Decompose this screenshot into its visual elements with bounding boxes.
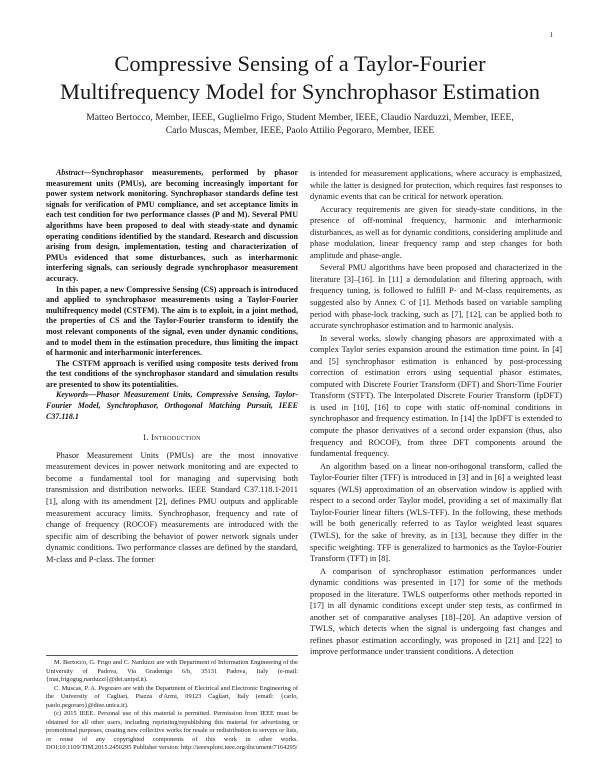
authors-line-1: Matteo Bertocco, Member, IEEE, Guglielmo Frigo, Student Member, IEEE, Claudio Narduzzi, Member, IEEE, [86, 112, 514, 123]
footnotes [46, 655, 298, 753]
right-paragraph-5: A comparison of synchrophasor estimation performances under dynamic conditions was presented in [17] for some of the methods proposed in the literature. TWLS outperforms other methods reported in [17] in all dynamic conditions except under step tests, as confirmed in another set of comparative analyses [18]–[20]. An adaptive version of TWLS, which detects when the signal is undergoing fast changes and refines phasor estimation accordingly, was proposed in [21] and [22] to improve performance under transient conditions. A detection [310, 566, 562, 657]
right-paragraph-0: is intended for measurement applications, where accuracy is emphasized, while the latter is designed for protection, which requires fast responses to dynamic events that can be critical for network operation. [310, 169, 562, 202]
index-terms [46, 390, 298, 422]
abstract-paragraph-2: In this paper, a new Compressive Sensing (CS) approach is introduced and applied to synchrophasor measurements using a Taylor-Fourier multifrequency model (CSTFM). The aim is to exploit, in a joint method, the properties of CS and the Taylor-Fourier transform to identify the most relevant components of the signal, even under dynamic conditions, and to model them in the estimation procedure, thus limiting the impact of harmonic and interharmonic interferences. [46, 284, 298, 358]
section-title: Introduction [151, 433, 201, 443]
footnote-affiliation-padova: M. Bertocco, G. Frigo and C. Narduzzi are with Department of Information Engineering of the University of Padova, Via Gradenigo 6/b, 35131 Padova, Italy (e-mail: {mat,frigogug,narduzzi}@dei.unipd.it). [46, 659, 298, 683]
left-column [46, 168, 298, 566]
paper-title [40, 50, 560, 106]
title-line-1: Compressive Sensing of a Taylor-Fourier [114, 51, 486, 76]
right-column [310, 168, 562, 659]
section-heading-introduction [46, 432, 298, 444]
section-numeral: I. [143, 433, 149, 443]
author-list [45, 111, 555, 137]
right-paragraph-4: An algorithm based on a linear non-orthogonal transform, called the Taylor-Fourier filter (TFF) is introduced in [3] and in [6] a weighted least squares (WLS) approximation of an observation window is applied with respect to a second order Taylor model, providing a set of maximally flat Taylor-Fourier linear filters (WLS-TFF). In the following, these methods will be both generically referred to as Taylor weighted least squares (TWLS), for the sake of brevity, as in [13], because they differ in the specific weighting. TFF is generalized to harmonics as the Taylor-Fourier Transform (TFT) in [8]. [310, 461, 562, 564]
footnote-affiliation-cagliari: C. Muscas, P. A. Pegoraro are with the Department of Electrical and Electronic Engineering of the University of Cagliari, Piazza d'Armi, 09123 Cagliari, Italy (email: {carlo, paolo.pegoraro}@diee.unica.it). [46, 684, 298, 709]
keywords-text: —Phasor Measurement Units, Compressive Sensing, Taylor-Fourier Model, Synchrophasor, Orthogonal Matching Pursuit, IEEE C37.118.1 [46, 390, 298, 421]
right-paragraph-1: Accuracy requirements are given for steady-state conditions, in the presence of off-nominal frequency, harmonic and interharmonic disturbances, as well as for dynamic conditions, considering amplitude and phase modulation, linear frequency ramp and step changes for both amplitude and phase-angle. [310, 204, 562, 260]
page-number: 1 [549, 31, 553, 39]
abstract-paragraph-3: The CSTFM approach is verified using composite tests derived from the test conditions of the synchrophasor standard and simulation results are presented to show its potentialities. [46, 358, 298, 389]
authors-line-2: Carlo Muscas, Member, IEEE, Paolo Attilio Pegoraro, Member, IEEE [165, 125, 435, 136]
title-line-2: Multifrequency Model for Synchrophasor Estimation [60, 79, 540, 104]
right-paragraph-2: Several PMU algorithms have been proposed and characterized in the literature [3]–[16]. In [11] a demodulation and filtering approach, with frequency tuning, is followed to fulfill P- and M-class requirements, as suggested also by Annex C of [1]. Methods based on variable sampling period with phase-lock tracking, such as [7], [12], can be applied both to accurate synchrophasor estimation and to harmonic analysis. [310, 263, 562, 331]
abstract [46, 168, 298, 390]
intro-paragraph-1: Phasor Measurement Units (PMUs) are the most innovative measurement devices in power network monitoring and are expected to become a fundamental tool for managing and supervising both transmission and distribution networks. IEEE Standard C37.118.1-2011 [1], along with its amendment [2], defines PMU outputs and applicable measurement accuracy limits. Synchrophasor, frequency and rate of change of frequency (ROCOF) measurements are introduced with the specific aim of describing the behavior of power network signals under dynamic conditions. Two performance classes are defined by the standard, M-class and P-class. The former [46, 450, 298, 564]
abstract-text-1: —Synchrophasor measurements, performed by phasor measurement units (PMUs), are becoming increasingly important for power system network monitoring. Synchrophasor standards define test signals for verification of PMU compliance, and set acceptance limits in each test condition for two performance classes (P and M). Several PMU algorithms have been proposed to deal with steady-state and dynamic operating conditions identified by the standard. Research and discussion arising from design, implementation, testing and characterization of PMUs evidenced that some disturbances, such as interharmonic interfering signals, can seriously degrade synchrophasor measurement accuracy. [46, 168, 298, 283]
abstract-paragraph-1 [46, 168, 298, 285]
abstract-label: Abstract [56, 168, 84, 177]
right-paragraph-3: In several works, slowly changing phasors are approximated with a complex Taylor series expansion around the estimation time point. In [4] and [5] synchrophasor estimation is enhanced by post-processing correction of estimation errors using sequential phasor estimates, computed with Discrete Fourier Transform (DFT) and Short-Time Fourier Transform (STFT). The Interpolated Discrete Fourier Transform (IpDFT) is used in [10], [16] to cope with static off-nominal conditions in synchrophasor and frequency estimation. In [14] the IpDFT is extended to compute the phasor derivatives of a second order expansion (thus, also frequency and ROCOF), from three DFT components around the fundamental frequency. [310, 333, 562, 459]
keywords-label: Keywords [56, 390, 88, 400]
footnote-copyright: (c) 2015 IEEE. Personal use of this material is permitted. Permission from IEEE must be obtained for all other users, including reprinting/republishing this material for advertising or promotional purposes, creating new collective works for resale or redistribution to servers or lists, or reuse of any copyrighted components of this work in other works. DOI:10.1109/TIM.2015.2450295 Publisher version: http://ieeexplore.ieee.org/document/7164295/ [46, 710, 298, 751]
